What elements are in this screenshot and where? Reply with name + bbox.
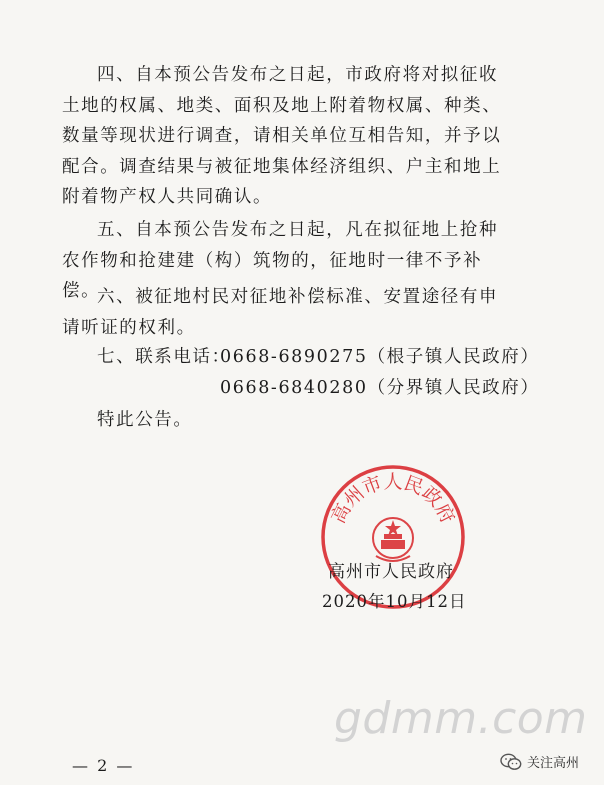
seal-text: 高州市人民政府: [327, 470, 459, 527]
contact-phone-1: 0668-6890275（根子镇人民政府）: [220, 347, 540, 367]
closing-notice: 特此公告。: [97, 410, 193, 430]
paragraph-4: 四、自本预公告发布之日起，市政府将对拟征收土地的权属、地类、面积及地上附着物权属、种类、数量等现状进行调查，请相关单位互相告知，并予以配合。调查结果与被征地集体经济组织、户主和地上附着物产权人共同确认。: [62, 65, 502, 207]
watermark: gdmm.com: [334, 693, 588, 744]
issuer-name: 高州市人民政府: [328, 562, 454, 582]
paragraph-5: 五、自本预公告发布之日起，凡在拟征地上抢种农作物和抢建建（构）筑物的，征地时一律不予补偿。: [62, 220, 499, 301]
page-number: — 2 —: [72, 756, 135, 775]
account-badge[interactable]: [500, 752, 579, 771]
issue-date: 2020年10月12日: [322, 592, 467, 611]
national-emblem-icon: [373, 518, 413, 561]
wechat-icon: [500, 753, 522, 771]
paragraph-6: 六、被征地村民对征地补偿标准、安置途径有申请听证的权利。: [62, 287, 499, 338]
account-label: 关注高州: [527, 756, 580, 771]
contact-phone-2: 0668-6840280（分界镇人民政府）: [220, 378, 540, 398]
contact-label: 七、联系电话：: [97, 347, 231, 367]
